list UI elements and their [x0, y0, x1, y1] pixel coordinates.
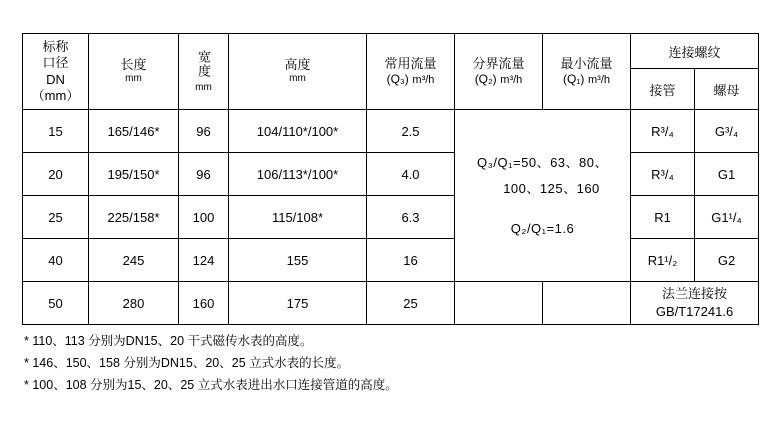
header-pipe: 接管 [631, 69, 695, 110]
cell-nut: G2 [695, 239, 759, 282]
cell-width: 96 [179, 153, 229, 196]
cell-nut: G³/₄ [695, 110, 759, 153]
flange-line2: GB/T17241.6 [655, 304, 734, 319]
cell-pipe: R1 [631, 196, 695, 239]
table-header-row-1 [23, 34, 759, 69]
footnote-2: * 146、150、158 分别为DN15、20、25 立式水表的长度。 [24, 355, 350, 370]
cell-dn: 25 [23, 196, 89, 239]
cell-dn: 40 [23, 239, 89, 282]
header-nominal-diameter: 标称 口径 DN （mm） [23, 34, 89, 110]
cell-q1 [543, 282, 631, 325]
header-permanent-flow: 常用流量 (Q₃) m³/h [367, 34, 455, 110]
cell-width: 124 [179, 239, 229, 282]
header-length: 长度 mm [89, 34, 179, 110]
cell-width: 100 [179, 196, 229, 239]
table-row [23, 110, 759, 153]
cell-q3: 4.0 [367, 153, 455, 196]
header-width: 宽度 mm [179, 34, 229, 110]
cell-dn: 20 [23, 153, 89, 196]
table-row [23, 282, 759, 325]
cell-length: 225/158* [89, 196, 179, 239]
header-nut: 螺母 [695, 69, 759, 110]
footnote-1: * 110、113 分别为DN15、20 干式磁传水表的高度。 [24, 334, 313, 348]
cell-height: 175 [229, 282, 367, 325]
footnote-3: * 100、108 分别为15、20、25 立式水表进出水口连接管道的高度。 [24, 377, 398, 392]
cell-dn: 15 [23, 110, 89, 153]
cell-pipe: R³/₄ [631, 110, 695, 153]
flow-ratio-line2: 100、125、160 [503, 180, 600, 196]
cell-pipe: R³/₄ [631, 153, 695, 196]
table-row [23, 196, 759, 239]
cell-pipe: R1¹/₂ [631, 239, 695, 282]
cell-length: 280 [89, 282, 179, 325]
cell-height: 155 [229, 239, 367, 282]
cell-length: 195/150* [89, 153, 179, 196]
header-height: 高度 mm [229, 34, 367, 110]
cell-q3: 2.5 [367, 110, 455, 153]
cell-nut: G1¹/₄ [695, 196, 759, 239]
cell-width: 96 [179, 110, 229, 153]
cell-dn: 50 [23, 282, 89, 325]
cell-height: 104/110*/100* [229, 110, 367, 153]
cell-height: 106/113*/100* [229, 153, 367, 196]
cell-width: 160 [179, 282, 229, 325]
header-transitional-flow: 分界流量 (Q₂) m³/h [455, 34, 543, 110]
cell-flow-ratio-note [455, 110, 631, 282]
flow-ratio-line3: Q₂/Q₁=1.6 [510, 220, 575, 236]
cell-q3: 6.3 [367, 196, 455, 239]
footnotes [22, 331, 758, 397]
header-minimum-flow: 最小流量 (Q₁) m³/h [543, 34, 631, 110]
cell-q2 [455, 282, 543, 325]
cell-length: 165/146* [89, 110, 179, 153]
water-meter-spec-table [22, 33, 759, 325]
cell-flange-connection [631, 282, 759, 325]
flow-ratio-line1: Q₃/Q₁=50、63、80、 [477, 154, 608, 170]
table-row [23, 239, 759, 282]
cell-q3: 16 [367, 239, 455, 282]
spec-sheet [22, 33, 758, 397]
cell-q3: 25 [367, 282, 455, 325]
cell-height: 115/108* [229, 196, 367, 239]
flange-line1: 法兰连接按 [662, 286, 728, 302]
header-connection-thread: 连接螺纹 [631, 34, 759, 69]
cell-length: 245 [89, 239, 179, 282]
table-row [23, 153, 759, 196]
cell-nut: G1 [695, 153, 759, 196]
